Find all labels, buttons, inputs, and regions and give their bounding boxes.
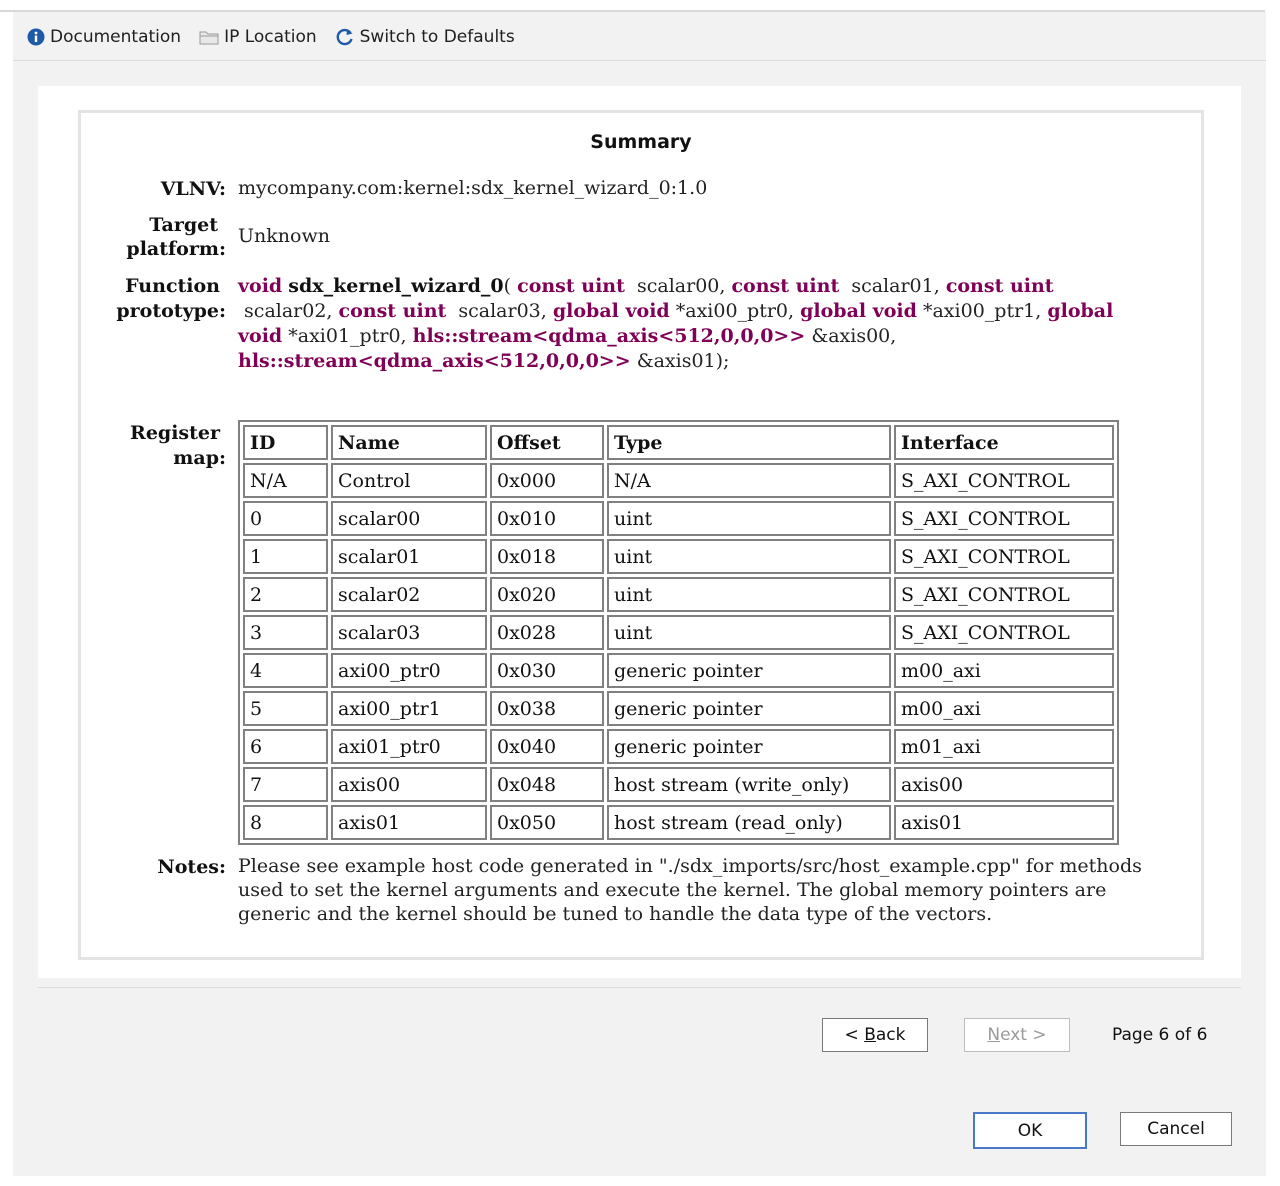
cell-interface: S_AXI_CONTROL bbox=[894, 615, 1114, 650]
cell-offset: 0x028 bbox=[490, 615, 604, 650]
kw-global-void: global void bbox=[552, 300, 670, 322]
cell-id: 0 bbox=[243, 501, 328, 536]
function-label-line1: Function bbox=[125, 275, 220, 297]
cell-interface: S_AXI_CONTROL bbox=[894, 463, 1114, 498]
cell-id: 3 bbox=[243, 615, 328, 650]
register-label-line2: map: bbox=[173, 447, 226, 469]
cell-offset: 0x030 bbox=[490, 653, 604, 688]
cell-name: scalar00 bbox=[331, 501, 487, 536]
switch-defaults-label: Switch to Defaults bbox=[359, 27, 515, 47]
cell-name: Control bbox=[331, 463, 487, 498]
header-type: Type bbox=[607, 425, 891, 460]
vlnv-label: VLNV: bbox=[160, 178, 226, 200]
vlnv-value: mycompany.com:kernel:sdx_kernel_wizard_0:1.0 bbox=[238, 177, 708, 199]
header-interface: Interface bbox=[894, 425, 1114, 460]
cell-type: uint bbox=[607, 539, 891, 574]
kw-void: void bbox=[238, 275, 283, 297]
table-row bbox=[243, 767, 1114, 802]
cancel-button[interactable]: Cancel bbox=[1120, 1112, 1232, 1146]
prototype-line-1 bbox=[238, 274, 1168, 299]
register-map bbox=[238, 420, 1119, 845]
cell-offset: 0x038 bbox=[490, 691, 604, 726]
cell-id: 6 bbox=[243, 729, 328, 764]
cell-interface: axis00 bbox=[894, 767, 1114, 802]
kw-const-uint: const uint bbox=[945, 275, 1054, 297]
kw-global: global bbox=[1047, 300, 1114, 322]
toolbar bbox=[13, 20, 519, 54]
cell-interface: S_AXI_CONTROL bbox=[894, 577, 1114, 612]
cell-offset: 0x018 bbox=[490, 539, 604, 574]
kw-const-uint: const uint bbox=[731, 275, 840, 297]
summary-frame bbox=[78, 110, 1204, 960]
param-scalar00: scalar00, bbox=[636, 275, 726, 297]
switch-defaults-button[interactable] bbox=[335, 27, 515, 47]
function-prototype bbox=[238, 274, 1168, 374]
cell-id: 4 bbox=[243, 653, 328, 688]
back-mnemonic: B bbox=[864, 1025, 876, 1045]
toolbar-separator bbox=[13, 60, 1266, 61]
target-label bbox=[73, 213, 218, 238]
cell-type: N/A bbox=[607, 463, 891, 498]
cell-id: N/A bbox=[243, 463, 328, 498]
documentation-button[interactable] bbox=[27, 27, 181, 47]
cell-interface: m00_axi bbox=[894, 653, 1114, 688]
function-name: sdx_kernel_wizard_0 bbox=[288, 275, 504, 297]
table-row bbox=[243, 691, 1114, 726]
cell-name: axis00 bbox=[331, 767, 487, 802]
cell-offset: 0x040 bbox=[490, 729, 604, 764]
target-label-line1: Target bbox=[149, 214, 218, 236]
table-row bbox=[243, 805, 1114, 840]
table-row bbox=[243, 615, 1114, 650]
register-label-line1: Register bbox=[130, 422, 220, 444]
cell-type: generic pointer bbox=[607, 729, 891, 764]
cell-offset: 0x020 bbox=[490, 577, 604, 612]
table-row bbox=[243, 729, 1114, 764]
cell-id: 7 bbox=[243, 767, 328, 802]
table-row bbox=[243, 463, 1114, 498]
notes-text bbox=[238, 854, 1178, 926]
cell-type: uint bbox=[607, 577, 891, 612]
cell-offset: 0x048 bbox=[490, 767, 604, 802]
table-row bbox=[243, 653, 1114, 688]
cell-name: scalar01 bbox=[331, 539, 487, 574]
cell-interface: axis01 bbox=[894, 805, 1114, 840]
header-offset: Offset bbox=[490, 425, 604, 460]
notes-line-2: used to set the kernel arguments and execute the kernel. The global memory pointers are bbox=[238, 879, 1107, 901]
header-name: Name bbox=[331, 425, 487, 460]
cell-name: scalar02 bbox=[331, 577, 487, 612]
back-button[interactable] bbox=[822, 1018, 928, 1052]
prototype-line-3 bbox=[238, 324, 1168, 349]
next-rest: ext > bbox=[1000, 1025, 1047, 1045]
prototype-line-4 bbox=[238, 349, 1168, 374]
function-label-line2: prototype: bbox=[116, 300, 226, 322]
table-row bbox=[243, 577, 1114, 612]
register-header-row bbox=[243, 425, 1114, 460]
register-table bbox=[238, 420, 1119, 845]
stream-type: hls::stream<qdma_axis<512,0,0,0>> bbox=[238, 350, 631, 372]
cell-id: 8 bbox=[243, 805, 328, 840]
cell-name: axi00_ptr0 bbox=[331, 653, 487, 688]
cell-name: scalar03 bbox=[331, 615, 487, 650]
cell-type: generic pointer bbox=[607, 653, 891, 688]
next-mnemonic: N bbox=[987, 1025, 1001, 1045]
param-scalar03: scalar03, bbox=[458, 300, 547, 322]
next-button[interactable] bbox=[964, 1018, 1070, 1052]
cell-name: axis01 bbox=[331, 805, 487, 840]
param-axi01-ptr0: *axi01_ptr0, bbox=[288, 325, 407, 347]
param-axi00-ptr1: *axi00_ptr1, bbox=[922, 300, 1042, 322]
cell-offset: 0x050 bbox=[490, 805, 604, 840]
notes-line-1: Please see example host code generated in "./sdx_imports/src/host_example.cpp" for methods bbox=[238, 855, 1142, 877]
cell-offset: 0x010 bbox=[490, 501, 604, 536]
cell-offset: 0x000 bbox=[490, 463, 604, 498]
cell-id: 2 bbox=[243, 577, 328, 612]
table-row bbox=[243, 539, 1114, 574]
documentation-label: Documentation bbox=[50, 27, 182, 47]
notes-line-3: generic and the kernel should be tuned to handle the data type of the vectors. bbox=[238, 903, 993, 925]
ip-location-label: IP Location bbox=[224, 27, 317, 47]
cell-name: axi00_ptr1 bbox=[331, 691, 487, 726]
summary-title: Summary bbox=[590, 131, 692, 153]
kw-void: void bbox=[238, 325, 283, 347]
target-label-line2: platform: bbox=[126, 238, 226, 260]
folder-icon bbox=[199, 29, 219, 45]
notes-label: Notes: bbox=[157, 856, 226, 878]
bottom-separator bbox=[38, 987, 1241, 988]
cell-name: axi01_ptr0 bbox=[331, 729, 487, 764]
cell-type: uint bbox=[607, 615, 891, 650]
paren-open: ( bbox=[503, 275, 512, 297]
cell-interface: m00_axi bbox=[894, 691, 1114, 726]
param-scalar01: scalar01, bbox=[851, 275, 940, 297]
info-icon bbox=[27, 28, 45, 46]
kw-const-uint: const uint bbox=[517, 275, 625, 297]
header-id: ID bbox=[243, 425, 328, 460]
back-prefix: < bbox=[844, 1025, 865, 1045]
cell-type: host stream (write_only) bbox=[607, 767, 891, 802]
target-value: Unknown bbox=[238, 225, 330, 247]
param-scalar02: scalar02, bbox=[244, 300, 333, 322]
ok-button[interactable]: OK bbox=[973, 1112, 1087, 1149]
page-indicator: Page 6 of 6 bbox=[1112, 1025, 1208, 1045]
cell-type: host stream (read_only) bbox=[607, 805, 891, 840]
param-axis00: &axis00, bbox=[811, 325, 897, 347]
cell-id: 5 bbox=[243, 691, 328, 726]
cell-type: generic pointer bbox=[607, 691, 891, 726]
prototype-line-2 bbox=[238, 299, 1168, 324]
cell-interface: m01_axi bbox=[894, 729, 1114, 764]
cell-interface: S_AXI_CONTROL bbox=[894, 501, 1114, 536]
cell-type: uint bbox=[607, 501, 891, 536]
cell-id: 1 bbox=[243, 539, 328, 574]
param-axis01: &axis01); bbox=[636, 350, 730, 372]
kw-const-uint: const uint bbox=[338, 300, 447, 322]
param-axi00-ptr0: *axi00_ptr0, bbox=[675, 300, 795, 322]
stream-type: hls::stream<qdma_axis<512,0,0,0>> bbox=[412, 325, 806, 347]
ip-location-button[interactable] bbox=[199, 27, 317, 47]
back-rest: ack bbox=[875, 1025, 906, 1045]
refresh-icon bbox=[335, 27, 355, 47]
cell-interface: S_AXI_CONTROL bbox=[894, 539, 1114, 574]
kw-global-void: global void bbox=[800, 300, 917, 322]
table-row bbox=[243, 501, 1114, 536]
